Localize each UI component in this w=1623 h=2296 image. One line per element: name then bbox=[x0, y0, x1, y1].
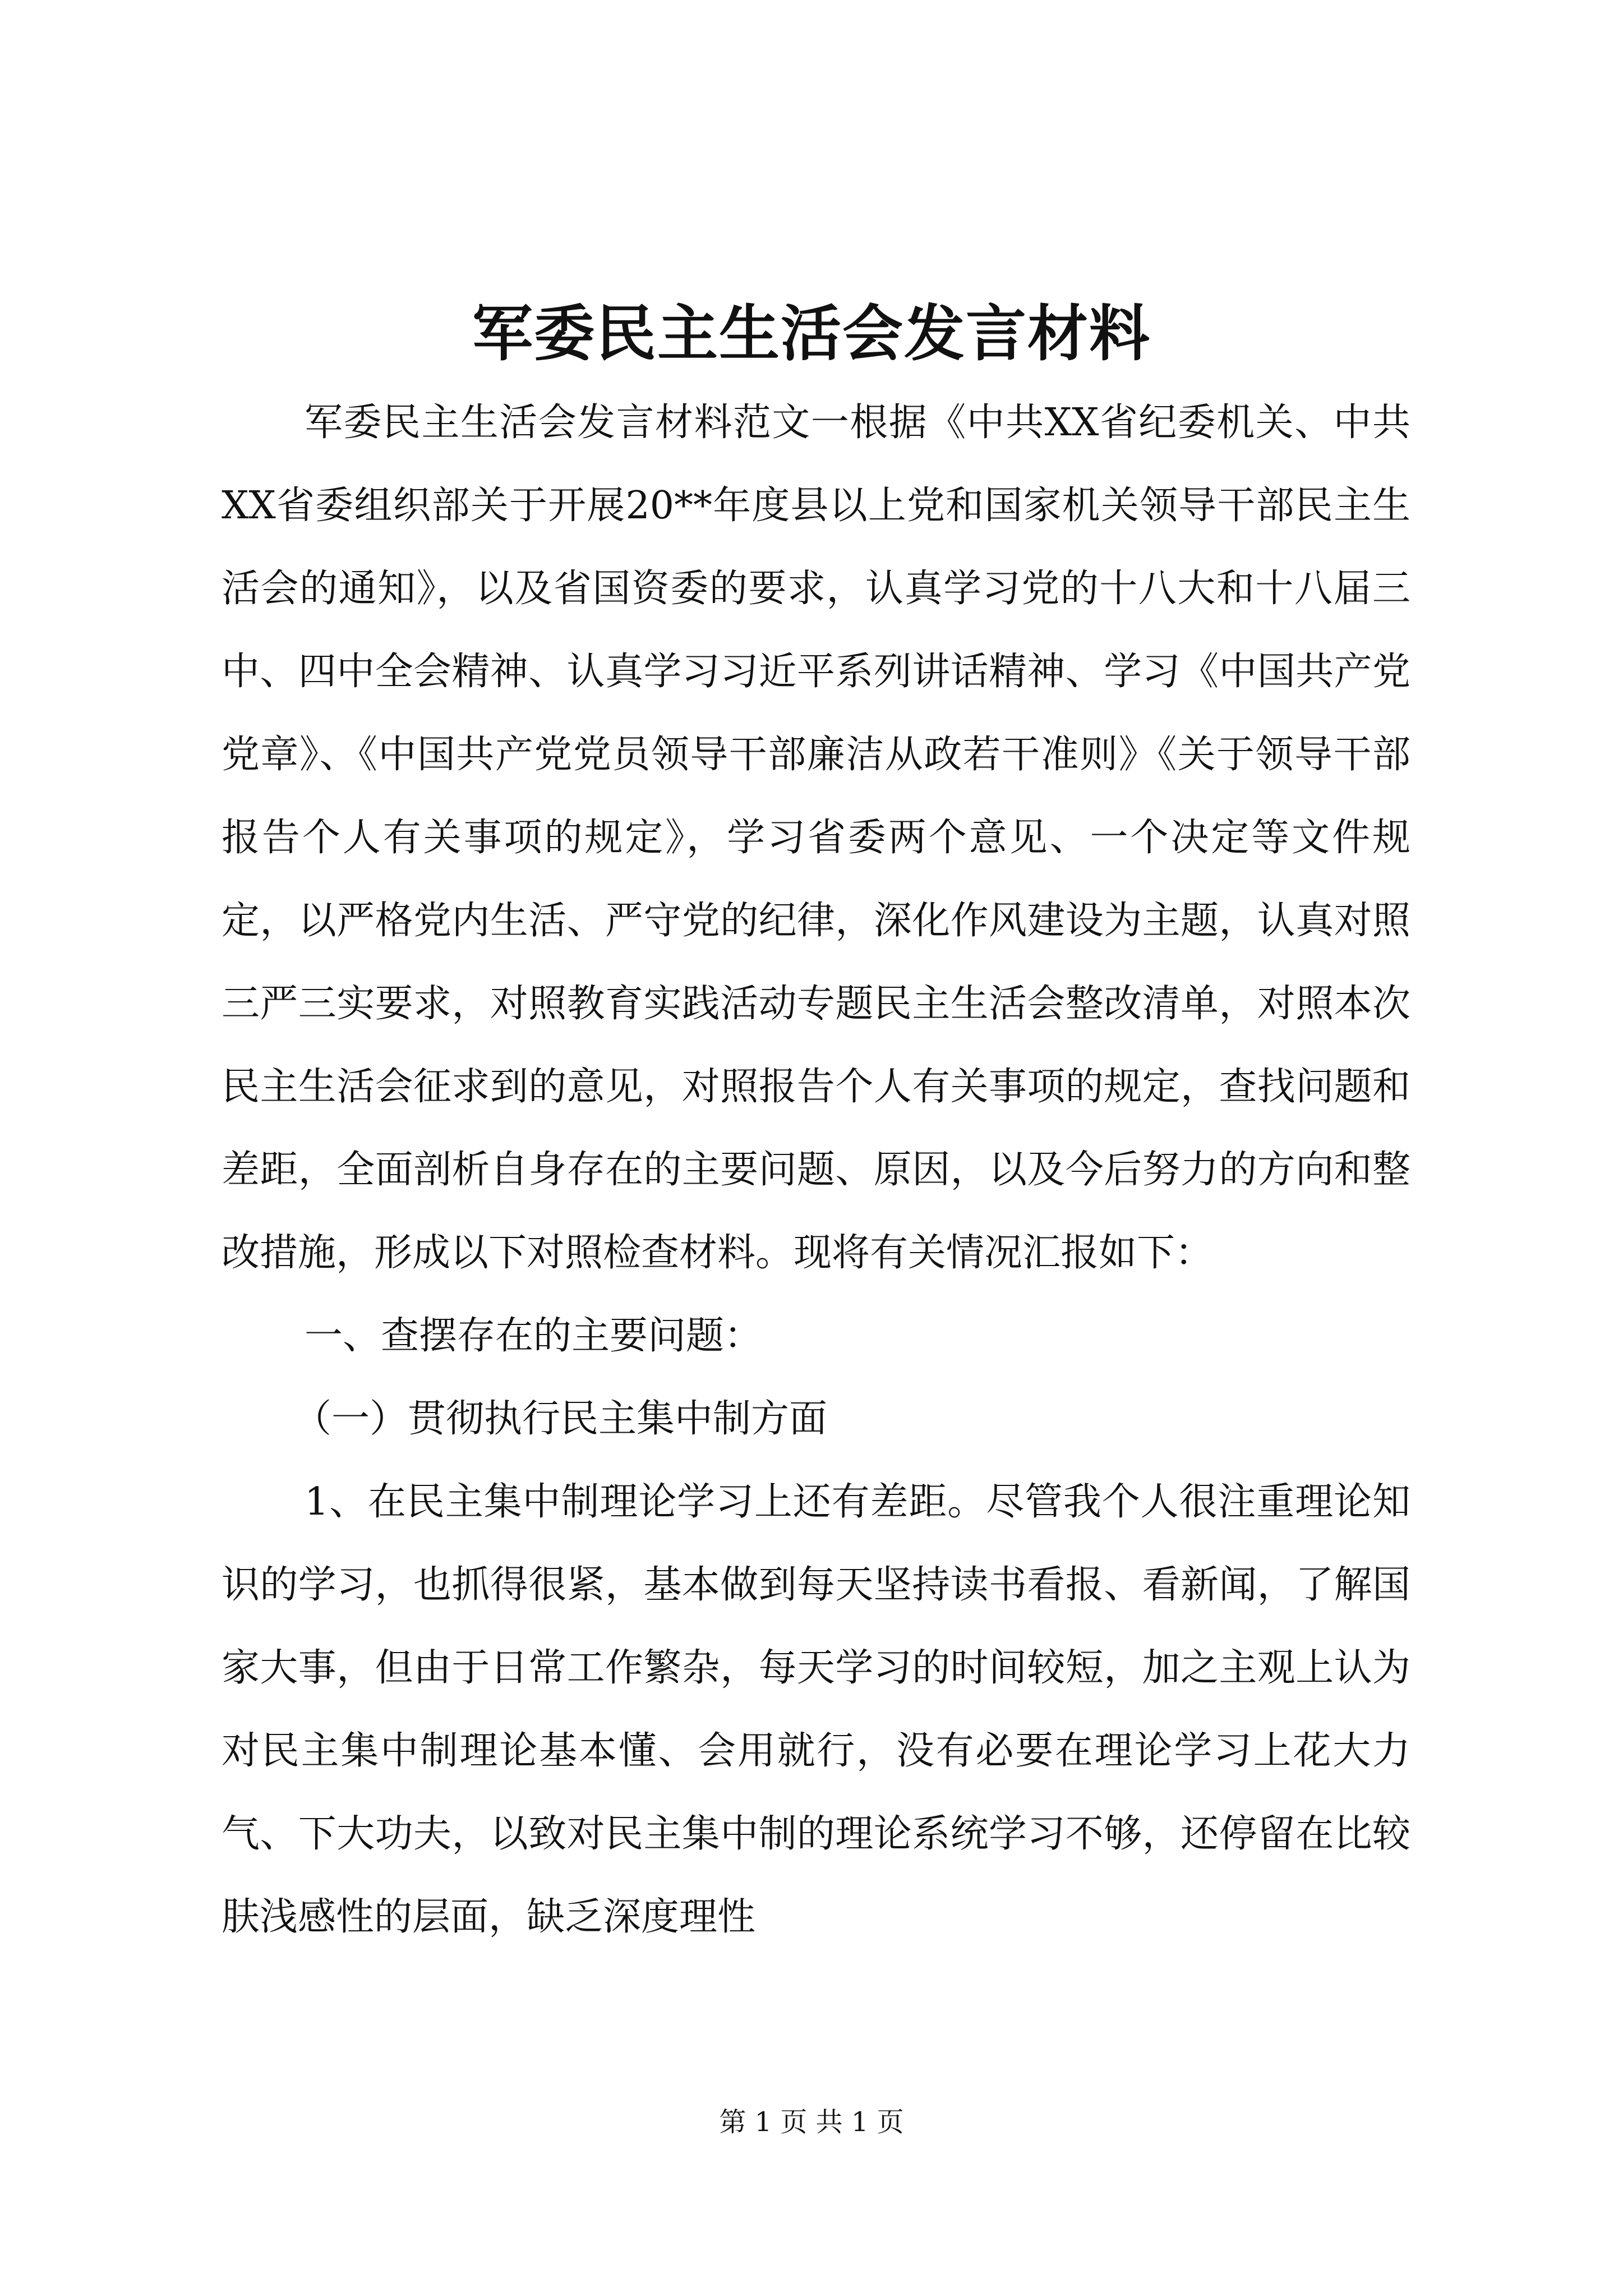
subsection-heading: （一）贯彻执行民主集中制方面 bbox=[293, 1397, 828, 1441]
body-paragraph: 1、在民主集中制理论学习上还有差距。尽管我个人很注重理论知识的学习，也抓得很紧，基本做到每天坚持读书看报、看新闻，了解国家大事，但由于日常工作繁杂，每天学习的时间较短，加之主观上认为对民主集中制理论基本懂、会用就行，没有必要在理论学习上花大力气、下大功夫，以致对民主集中制的理论系统学习不够，还停留在比较肤浅感性的层面，缺乏深度理性 bbox=[222, 1480, 1410, 1939]
intro-paragraph: 军委民主生活会发言材料范文一根据《中共XX省纪委机关、中共XX省委组织部关于开展20**年度县以上党和国家机关领导干部民主生活会的通知》，以及省国资委的要求，认真学习党的十八大和十八届三中、四中全会精神、认真学习习近平系列讲话精神、学习《中国共产党党章》、《中国共产党党员领导干部廉洁从政若干准则》《关于领导干部报告个人有关事项的规定》，学习省委两个意见、一个决定等文件规定，以严格党内生活、严守党的纪律，深化作风建设为主题，认真对照三严三实要求，对照教育实践活动专题民主生活会整改清单，对照本次民主生活会征求到的意见，对照报告个人有关事项的规定，查找问题和差距，全面剖析自身存在的主要问题、原因，以及今后努力的方向和整改措施，形成以下对照检查材料。现将有关情况汇报如下： bbox=[222, 401, 1410, 1275]
page-title: 军委民主生活会发言材料 bbox=[472, 298, 1151, 369]
section-heading: 一、查摆存在的主要问题： bbox=[305, 1314, 763, 1358]
page-footer: 第 1 页 共 1 页 bbox=[719, 2106, 904, 2138]
document-body bbox=[222, 381, 1410, 1959]
